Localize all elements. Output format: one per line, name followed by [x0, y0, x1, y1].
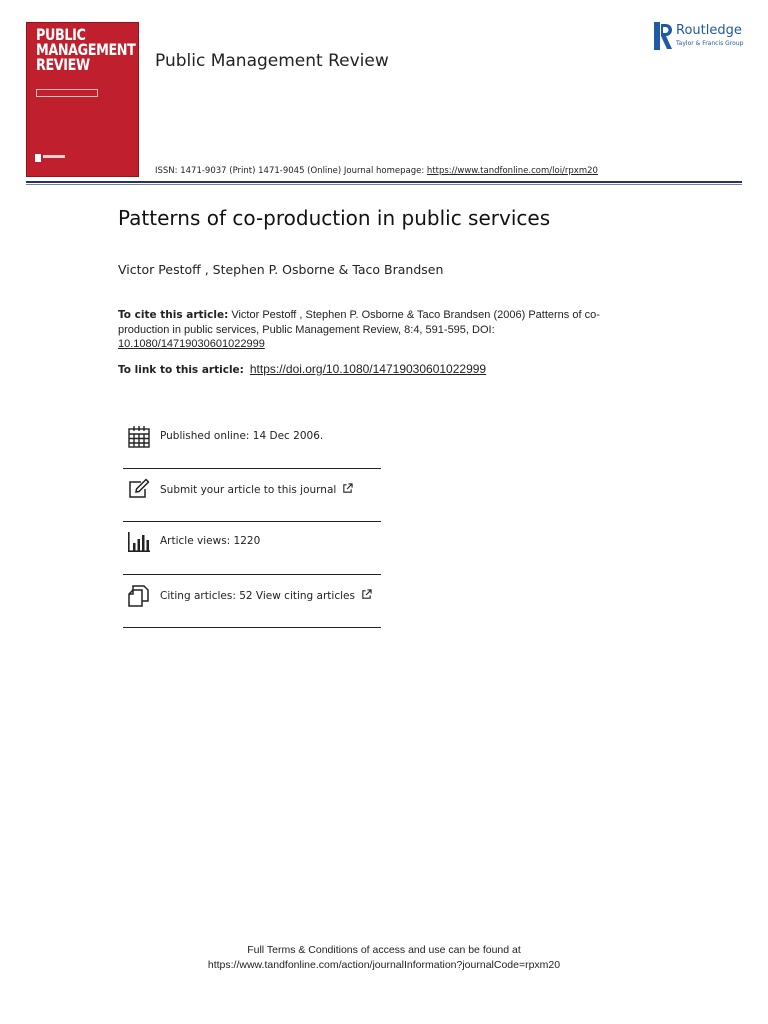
edit-icon: [127, 478, 151, 502]
routledge-r-icon: [654, 22, 672, 50]
publisher-name: Routledge: [676, 23, 742, 38]
header-divider: [26, 181, 742, 183]
info-divider: [123, 627, 381, 628]
citing-articles-icon: [127, 584, 151, 608]
citing-articles-row[interactable]: [123, 584, 381, 608]
external-link-icon: [361, 589, 372, 600]
article-views-row: [123, 530, 381, 554]
info-divider: [123, 574, 381, 575]
info-divider: [123, 468, 381, 469]
submit-article-row[interactable]: [123, 478, 381, 502]
article-doi-link[interactable]: https://doi.org/10.1080/14719030601022999: [249, 362, 487, 376]
cover-issue-band: [36, 89, 98, 97]
footer-terms-link[interactable]: https://www.tandfonline.com/action/journalInformation?journalCode=rpxm20: [207, 959, 561, 971]
journal-name: Public Management Review: [155, 51, 389, 71]
citing-articles-text: Citing articles: 52 View citing articles: [160, 590, 355, 602]
article-views-text: Article views: 1220: [160, 535, 261, 547]
published-online-row: [123, 425, 381, 449]
submit-article-text: Submit your article to this journal: [160, 484, 337, 496]
article-title: Patterns of co-production in public services: [118, 206, 551, 230]
article-authors: Victor Pestoff , Stephen P. Osborne & Taco Brandsen: [118, 262, 444, 277]
cover-title: PUBLIC MANAGEMENT REVIEW: [36, 25, 136, 74]
footer-terms: [0, 943, 768, 973]
article-link-label: To link to this article:: [118, 364, 244, 376]
citation-text: Victor Pestoff , Stephen P. Osborne & Taco Brandsen (2006) Patterns of co-production in public services, Public Management Review, 8:4, 591-595, DOI:: [118, 309, 600, 336]
journal-cover-image: [26, 22, 139, 177]
citation-label: To cite this article:: [118, 309, 229, 321]
header-divider-thin: [26, 184, 742, 185]
citation-block: [118, 308, 608, 352]
journal-homepage-link[interactable]: https://www.tandfonline.com/loi/rpxm20: [426, 166, 598, 176]
calendar-icon: [127, 425, 151, 449]
cover-publisher-logo: [35, 154, 41, 162]
bar-chart-icon: [127, 530, 151, 554]
published-online-text: Published online: 14 Dec 2006.: [160, 430, 324, 442]
issn-line: [155, 166, 598, 176]
external-link-icon: [342, 483, 353, 494]
citing-articles-link[interactable]: [160, 589, 372, 602]
cover-publisher-text: [43, 155, 65, 158]
issn-text: ISSN: 1471-9037 (Print) 1471-9045 (Online) Journal homepage:: [155, 166, 427, 176]
article-link-line: [118, 362, 486, 376]
publisher-logo: [654, 22, 754, 50]
footer-terms-line: Full Terms & Conditions of access and use can be found at: [247, 944, 521, 956]
submit-article-link[interactable]: [160, 483, 353, 496]
info-divider: [123, 521, 381, 522]
publisher-subtitle: Taylor & Francis Group: [676, 40, 744, 47]
citation-doi-link[interactable]: 10.1080/14719030601022999: [118, 338, 265, 350]
